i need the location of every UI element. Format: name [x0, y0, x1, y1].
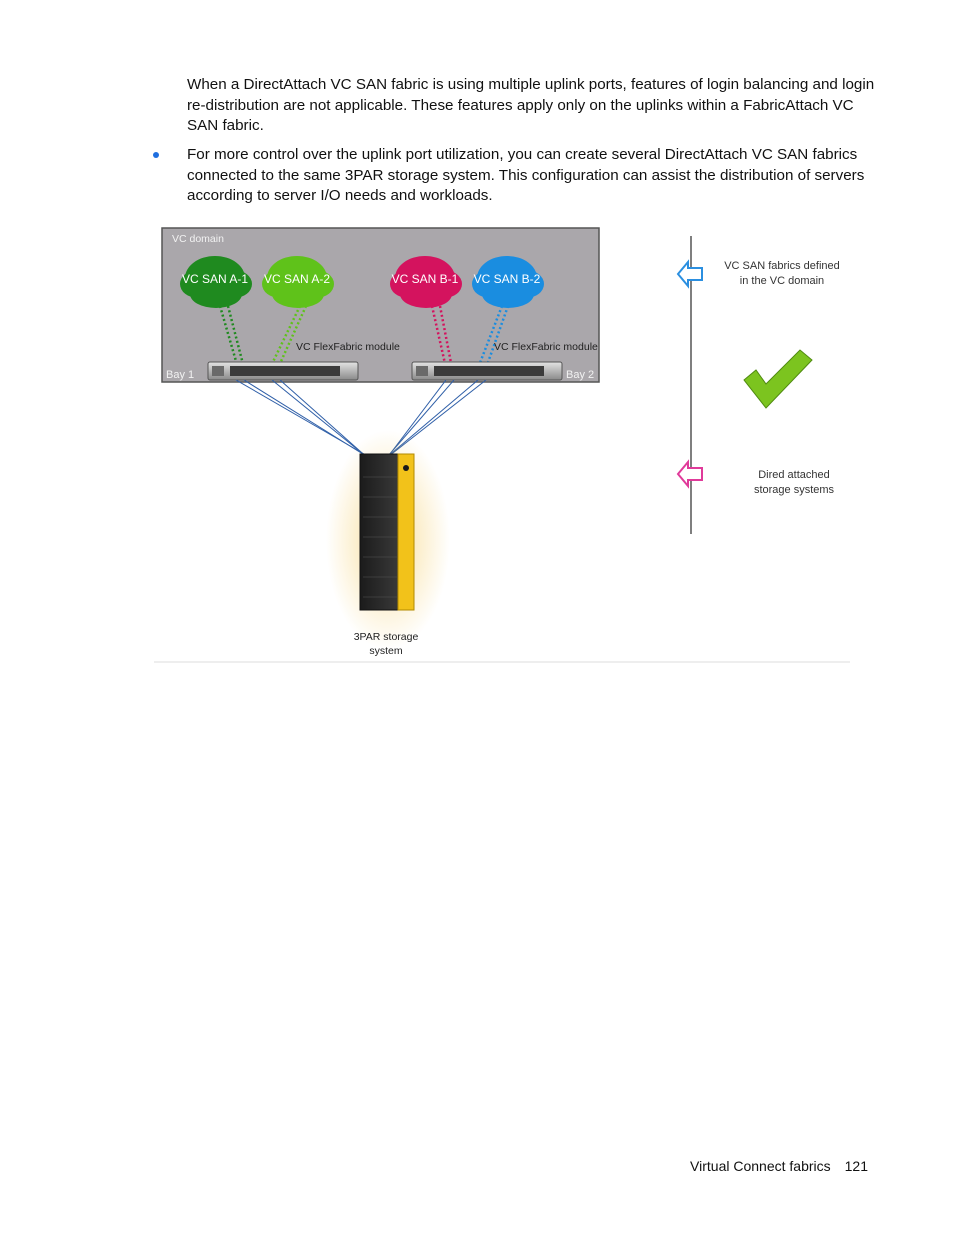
directattach-fabrics-diagram [150, 222, 860, 667]
legend-bottom-line2: storage systems [753, 484, 835, 496]
legend-top-line1: VC SAN fabrics defined [724, 260, 840, 272]
legend-bottom-line1: Dired attached [758, 469, 830, 481]
bay-label-2: Bay 2 [566, 369, 595, 381]
rack-body [360, 454, 400, 610]
cloud-label-a2: VC SAN A-2 [263, 272, 331, 286]
vc-domain-label: VC domain [172, 233, 224, 245]
cloud-label-b2: VC SAN B-2 [473, 272, 541, 286]
flexfabric-module-bay2 [412, 362, 562, 380]
legend-arrow-bottom-icon [678, 462, 702, 486]
rack-yellow-panel [398, 454, 414, 610]
bullet-dot [153, 152, 159, 158]
flexfabric-module-bay1 [208, 362, 358, 380]
paragraph-login-balancing: When a DirectAttach VC SAN fabric is using multiple uplink ports, features of login balancing and login re-distribution are not applicable. These features apply only on the uplinks within a FabricAttach VC SAN fabric. [187, 76, 875, 135]
check-icon [744, 350, 812, 408]
module-handle-bay1 [212, 366, 224, 376]
legend-arrow-top-icon [678, 262, 702, 286]
storage-label-line2: system [369, 645, 403, 657]
module-handle-bay2 [416, 366, 428, 376]
footer-section-title: Virtual Connect fabrics [690, 1158, 831, 1174]
uplink-bay1-3 [272, 380, 368, 458]
cloud-label-b1: VC SAN B-1 [391, 272, 459, 286]
uplink-bay1-2 [244, 380, 366, 456]
cloud-label-a1: VC SAN A-1 [181, 272, 249, 286]
module-label-bay1: VC FlexFabric module [296, 341, 400, 353]
bay-label-1: Bay 1 [166, 369, 195, 381]
legend-top-line2: in the VC domain [739, 275, 825, 287]
storage-label-line1: 3PAR storage [353, 631, 419, 643]
module-label-bay2: VC FlexFabric module [494, 341, 598, 353]
bullet-item-uplink-utilization: For more control over the uplink port utilization, you can create several DirectAttach VC SAN fabrics connected to the same 3PAR storage system. This configuration can assist the distribution of servers according to server I/O needs and workloads. [187, 146, 865, 205]
rack-logo-dot [403, 465, 409, 471]
page-number: 121 [844, 1158, 868, 1174]
storage-3par-rack [360, 454, 414, 610]
module-port-strip-bay2 [434, 366, 544, 376]
page-footer [690, 1158, 868, 1174]
module-port-strip-bay1 [230, 366, 340, 376]
